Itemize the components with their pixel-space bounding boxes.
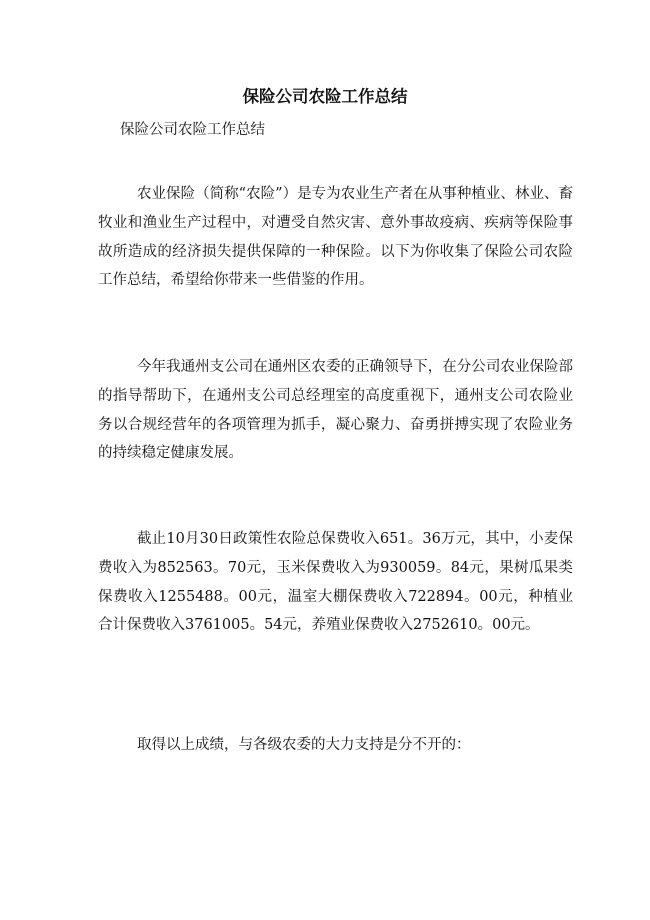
paragraph-achievements: 取得以上成绩，与各级农委的大力支持是分不开的：	[137, 737, 471, 753]
document-subtitle: 保险公司农险工作总结	[120, 122, 265, 138]
paragraph-premium-figures: 截止10月30日政策性农险总保费收入651。36万元，其中，小麦保费收入为852563。70元，玉米保费收入为930059。84元，果树瓜果类保费收入1255488。00元，温室大棚保费收入722894。00元，种植业合计保费收入3761005。54元，养殖业保费收入2752610。00元。	[98, 531, 573, 634]
paragraph-overview: 今年我通州支公司在通州区农委的正确领导下，在分公司农业保险部的指导帮助下，在通州支公司总经理室的高度重视下，通州支公司农险业务以合规经营年的各项管理为抓手，凝心聚力、奋勇拼搏实现了农险业务的持续稳定健康发展。	[98, 359, 573, 462]
document-title: 保险公司农险工作总结	[242, 87, 408, 106]
paragraph-intro: 农业保险（简称“农险”）是专为农业生产者在从事种植业、林业、畜牧业和渔业生产过程中，对遭受自然灾害、意外事故疫病、疾病等保险事故所造成的经济损失提供保障的一种保险。以下为你收集了保险公司农险工作总结，希望给你带来一些借鉴的作用。	[98, 186, 573, 289]
